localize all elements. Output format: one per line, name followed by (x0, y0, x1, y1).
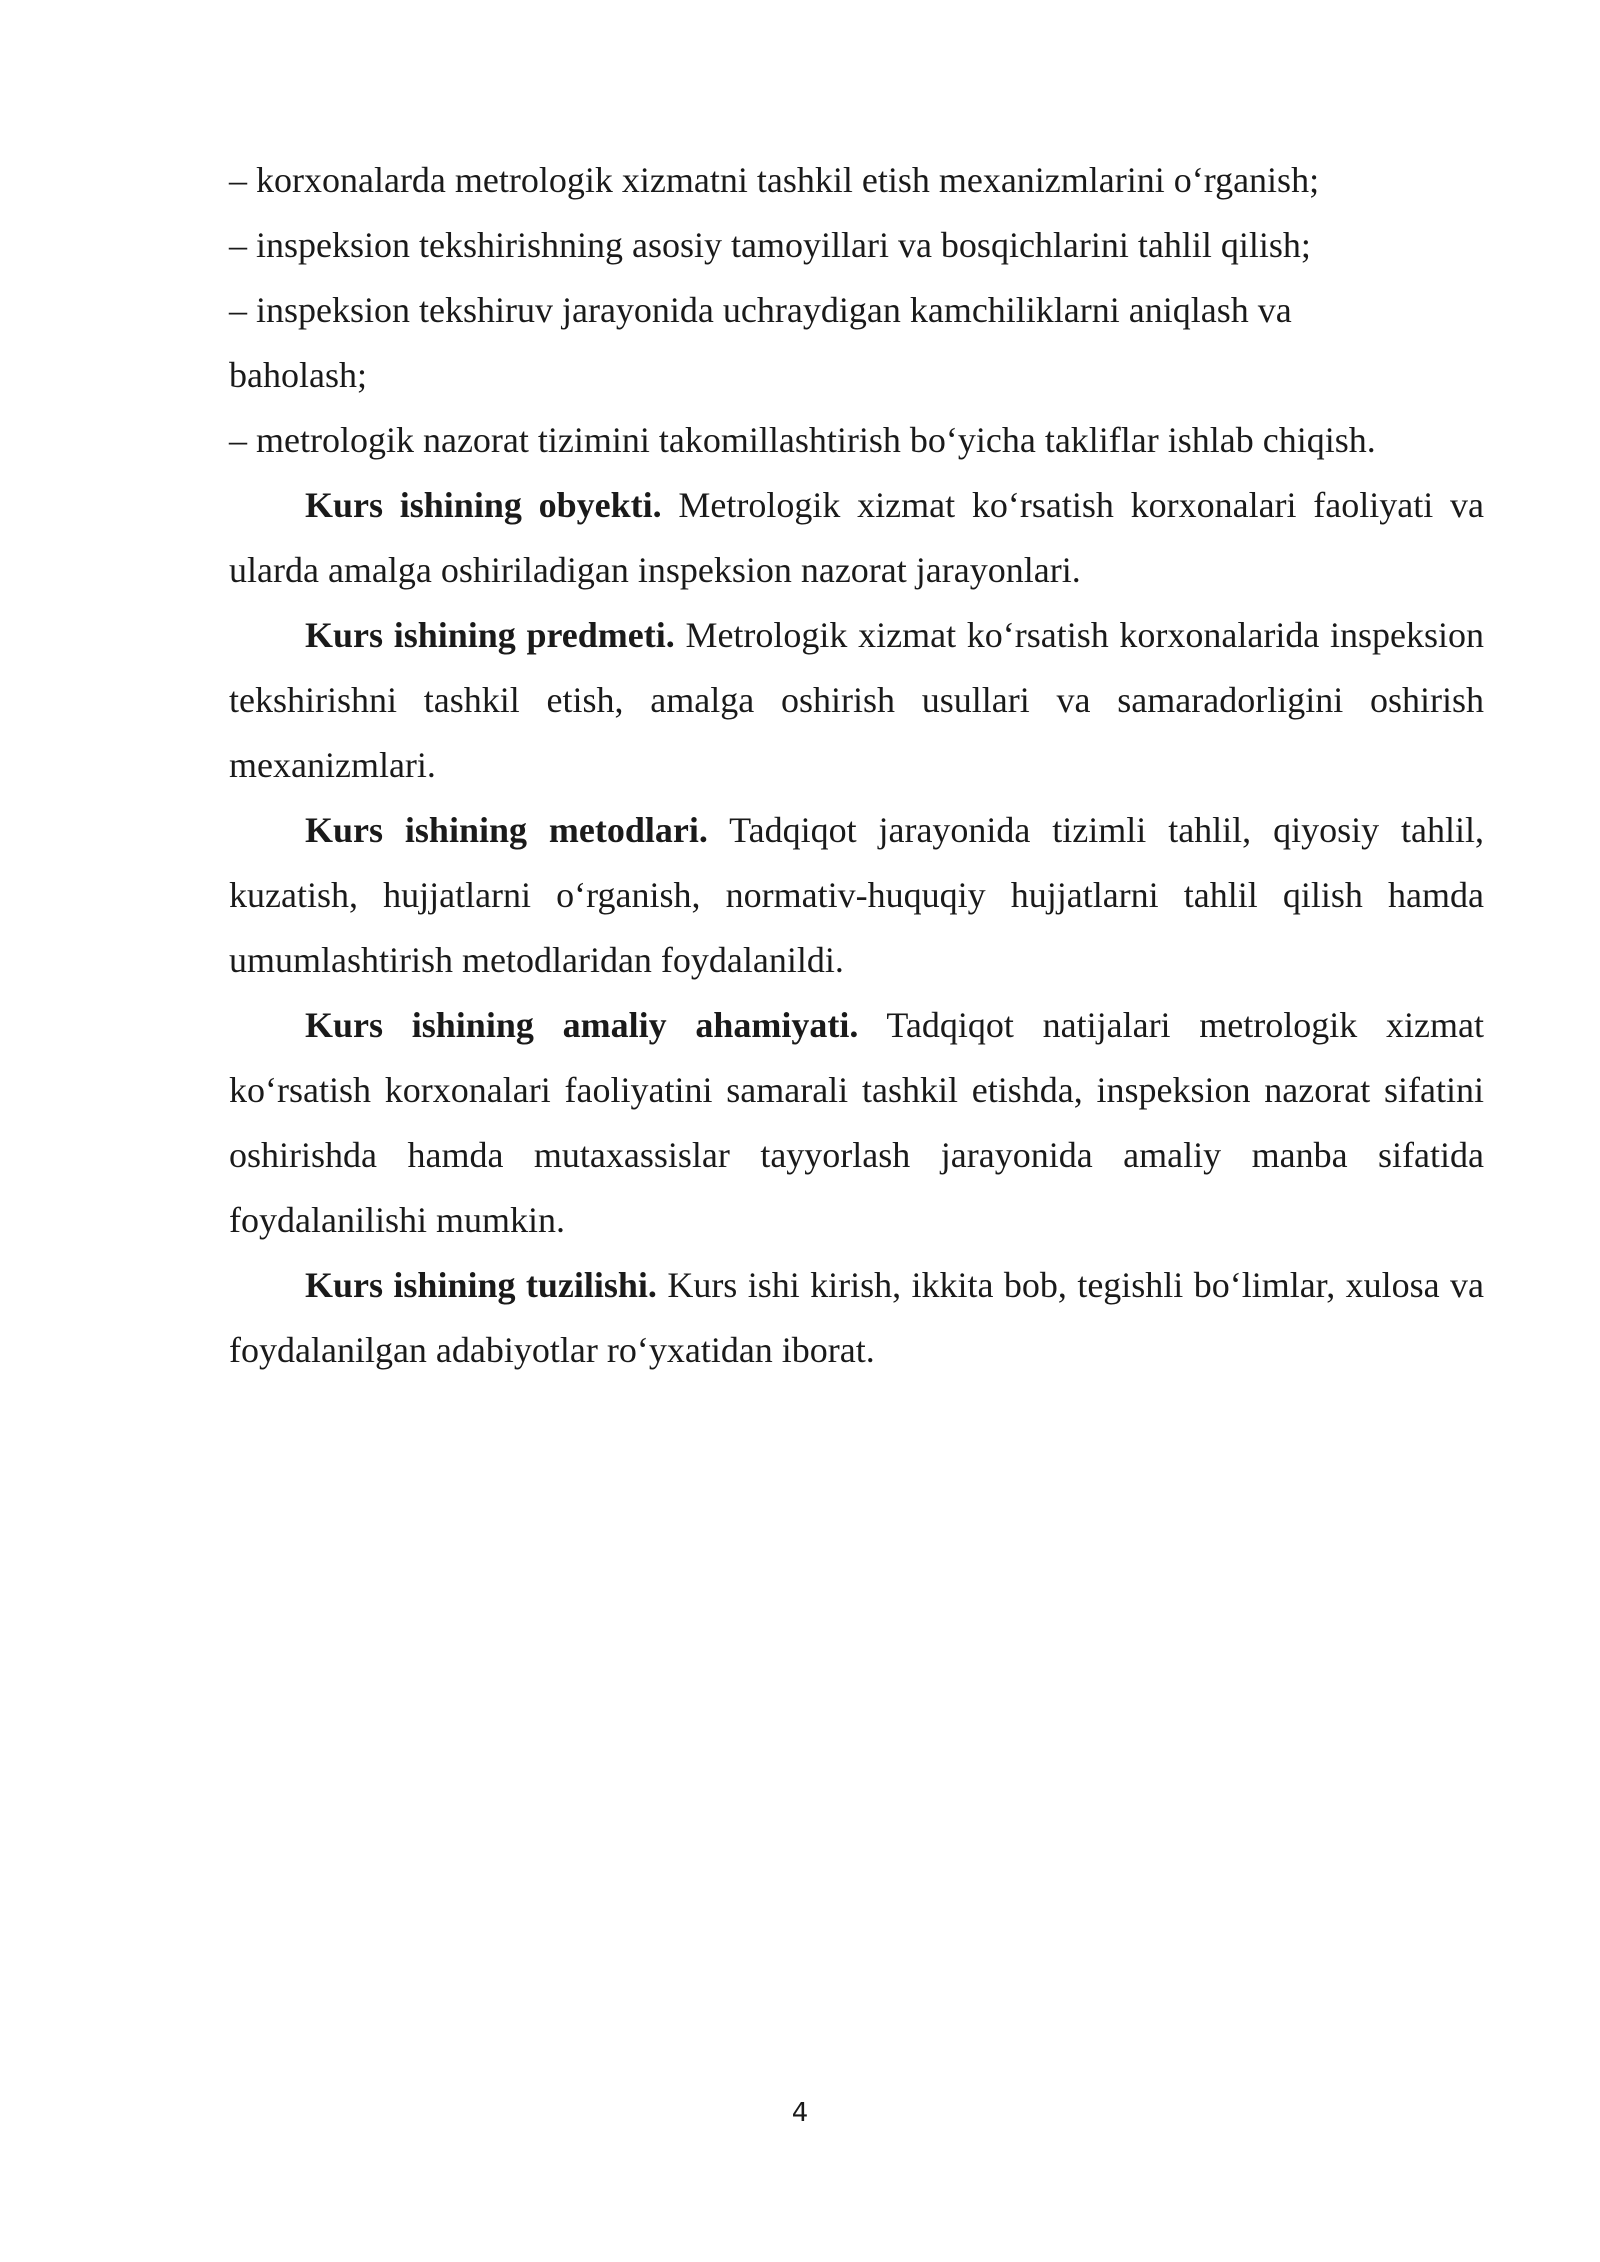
paragraph-methods (229, 798, 1484, 993)
paragraph-structure-heading: Kurs ishining tuzilishi. (305, 1265, 657, 1305)
paragraph-practical-value (229, 993, 1484, 1253)
paragraph-subject-heading: Kurs ishining predmeti. (305, 615, 675, 655)
paragraph-structure (229, 1253, 1484, 1383)
paragraph-practical-value-heading: Kurs ishining amaliy ahamiyati. (305, 1005, 859, 1045)
paragraph-object (229, 473, 1484, 603)
paragraph-subject (229, 603, 1484, 798)
page-body (229, 148, 1484, 1383)
task-item-4: – metrologik nazorat tizimini takomillashtirish bo‘yicha takliflar ishlab chiqish. (229, 420, 1376, 460)
task-item-3: – inspeksion tekshiruv jarayonida uchraydigan kamchiliklarni aniqlash va baholash; (229, 290, 1292, 395)
paragraph-subject-text: Metrologik xizmat ko‘rsatish korxonalarida inspeksion tekshirishni tashkil etish, amalga oshirish usullari va samaradorligini oshirish mexanizmlari. (229, 615, 1485, 785)
task-item-2: – inspeksion tekshirishning asosiy tamoyillari va bosqichlarini tahlil qilish; (229, 225, 1311, 265)
paragraph-object-heading: Kurs ishining obyekti. (305, 485, 662, 525)
paragraph-methods-heading: Kurs ishining metodlari. (305, 810, 708, 850)
paragraph-practical-value-text: Tadqiqot natijalari metrologik xizmat ko‘rsatish korxonalari faoliyatini samarali tashkil etishda, inspeksion nazorat sifatini oshirishda hamda mutaxassislar tayyorlash jarayonida amaliy manba sifatida foydalanilishi mumkin. (229, 1005, 1484, 1240)
page-number: 4 (791, 2098, 809, 2128)
paragraph-methods-text: Tadqiqot jarayonida tizimli tahlil, qiyosiy tahlil, kuzatish, hujjatlarni o‘rganish, normativ-huquqiy hujjatlarni tahlil qilish hamda umumlashtirish metodlaridan foydalanildi. (229, 810, 1484, 980)
paragraph-structure-text: Kurs ishi kirish, ikkita bob, tegishli bo‘limlar, xulosa va foydalanilgan adabiyotlar ro‘yxatidan iborat. (229, 1265, 1484, 1370)
paragraph-object-text: Metrologik xizmat ko‘rsatish korxonalari faoliyati va ularda amalga oshiriladigan inspeksion nazorat jarayonlari. (229, 485, 1485, 590)
task-item-1: – korxonalarda metrologik xizmatni tashkil etish mexanizmlarini o‘rganish; (229, 160, 1320, 200)
